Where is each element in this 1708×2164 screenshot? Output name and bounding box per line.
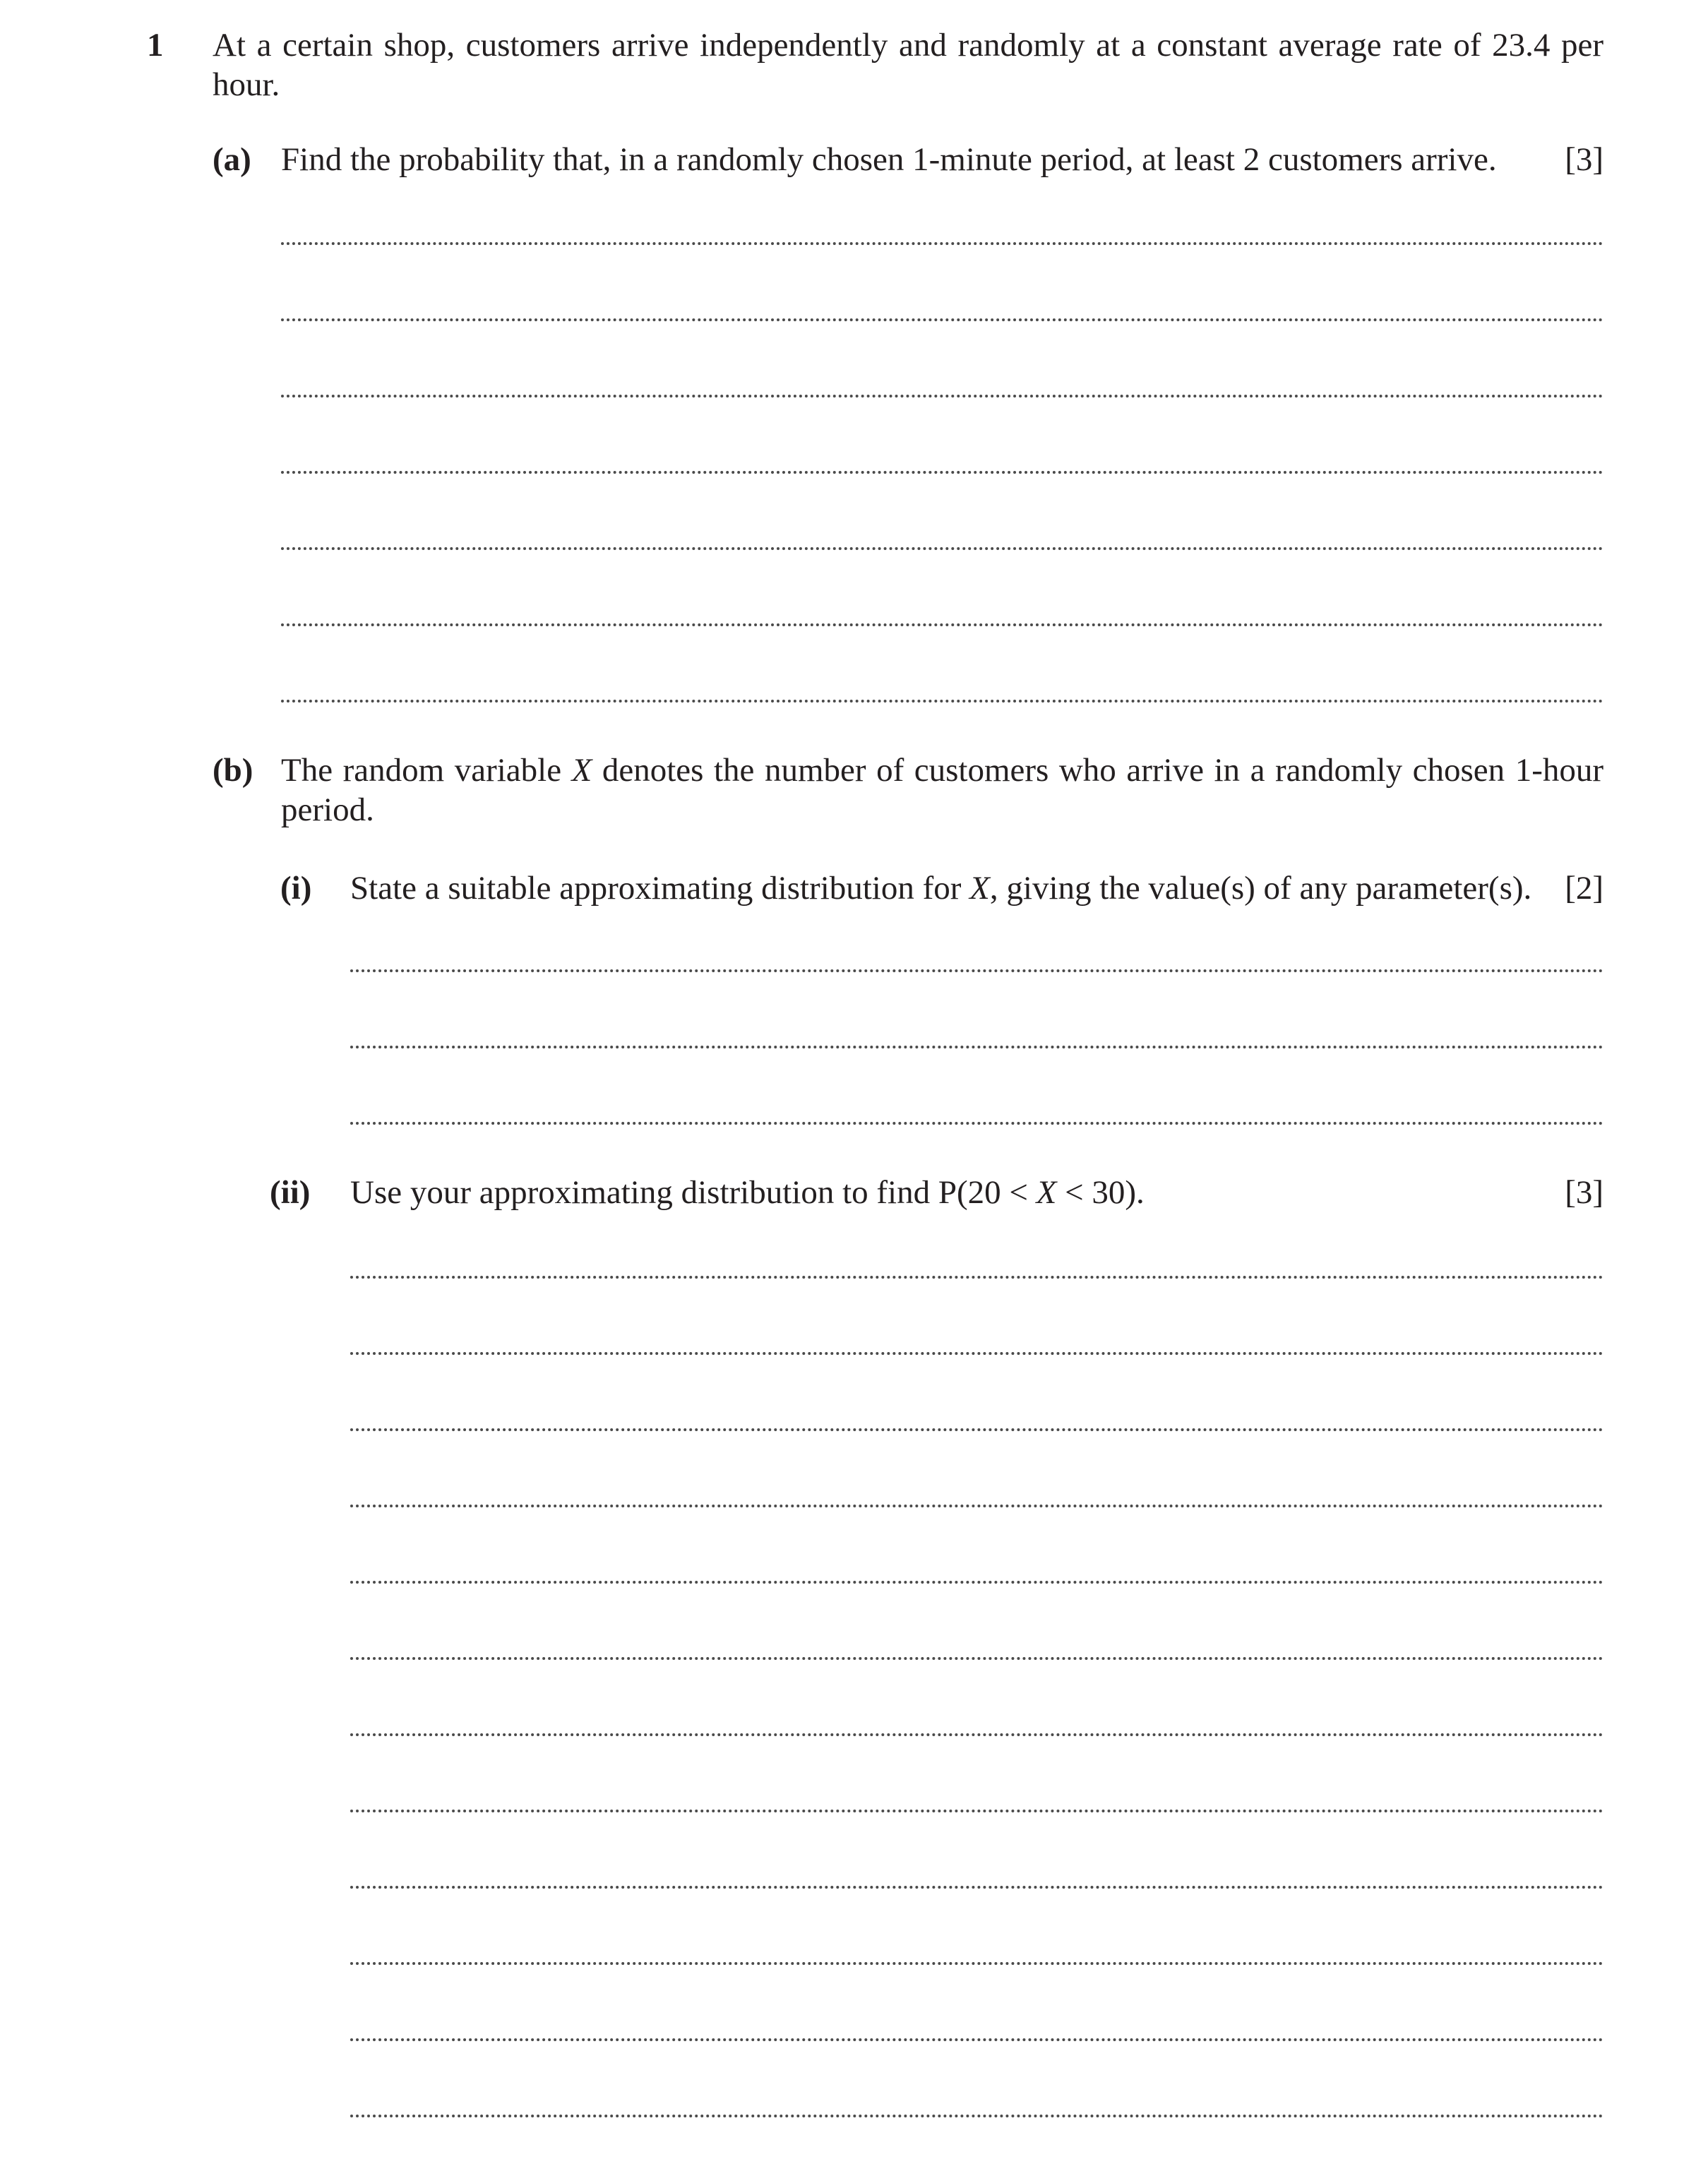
part-b-text-before: The random variable — [281, 752, 572, 789]
answer-line[interactable] — [350, 1122, 1604, 1125]
part-b-i-marks: [2] — [1565, 870, 1604, 907]
answer-line[interactable] — [281, 471, 1604, 474]
answer-line[interactable] — [281, 547, 1604, 550]
answer-line[interactable] — [281, 242, 1604, 245]
question-number: 1 — [147, 27, 164, 64]
part-b-text — [281, 751, 1604, 830]
answer-line[interactable] — [281, 318, 1604, 321]
part-a-text: Find the probability that, in a randomly chosen 1-minute period, at least 2 customers arrive. — [281, 141, 1497, 178]
part-b-label: (b) — [213, 752, 253, 789]
variable-x: X — [969, 870, 990, 907]
answer-line[interactable] — [350, 1886, 1604, 1889]
answer-line[interactable] — [350, 1657, 1604, 1660]
answer-line[interactable] — [281, 623, 1604, 626]
part-b-ii-label: (ii) — [270, 1174, 311, 1211]
part-b-text-after: denotes the number of customers who arrive in a randomly chosen 1-hour period. — [281, 752, 1604, 828]
question-stem: At a certain shop, customers arrive independently and randomly at a constant average rate of 23.4 per hour. — [213, 27, 1604, 103]
answer-line[interactable] — [350, 1046, 1604, 1048]
answer-line[interactable] — [350, 1962, 1604, 1965]
variable-x: X — [1036, 1174, 1057, 1211]
answer-line[interactable] — [350, 1810, 1604, 1812]
answer-line[interactable] — [350, 1428, 1604, 1431]
answer-line[interactable] — [350, 1505, 1604, 1507]
answer-line[interactable] — [350, 2115, 1604, 2117]
variable-x: X — [571, 752, 592, 789]
answer-line[interactable] — [350, 1581, 1604, 1584]
part-b-i-text — [350, 868, 1531, 908]
part-b-ii-text-before: Use your approximating distribution to find P(20 < — [350, 1174, 1037, 1211]
answer-line[interactable] — [350, 1352, 1604, 1355]
answer-line[interactable] — [281, 700, 1604, 703]
answer-line[interactable] — [350, 2038, 1604, 2041]
part-a-label: (a) — [213, 141, 251, 178]
part-b-i-text-after: , giving the value(s) of any parameter(s). — [989, 870, 1532, 907]
part-b-ii-text-after: < 30). — [1056, 1174, 1145, 1211]
answer-line[interactable] — [350, 1733, 1604, 1736]
part-a-marks: [3] — [1565, 141, 1604, 178]
answer-line[interactable] — [350, 1276, 1604, 1279]
part-b-i-label: (i) — [280, 870, 312, 907]
part-b-i-text-before: State a suitable approximating distribution for — [350, 870, 970, 907]
part-b-ii-marks: [3] — [1565, 1174, 1604, 1211]
part-b-ii-text — [350, 1173, 1145, 1212]
answer-line[interactable] — [350, 969, 1604, 972]
answer-line[interactable] — [281, 395, 1604, 397]
